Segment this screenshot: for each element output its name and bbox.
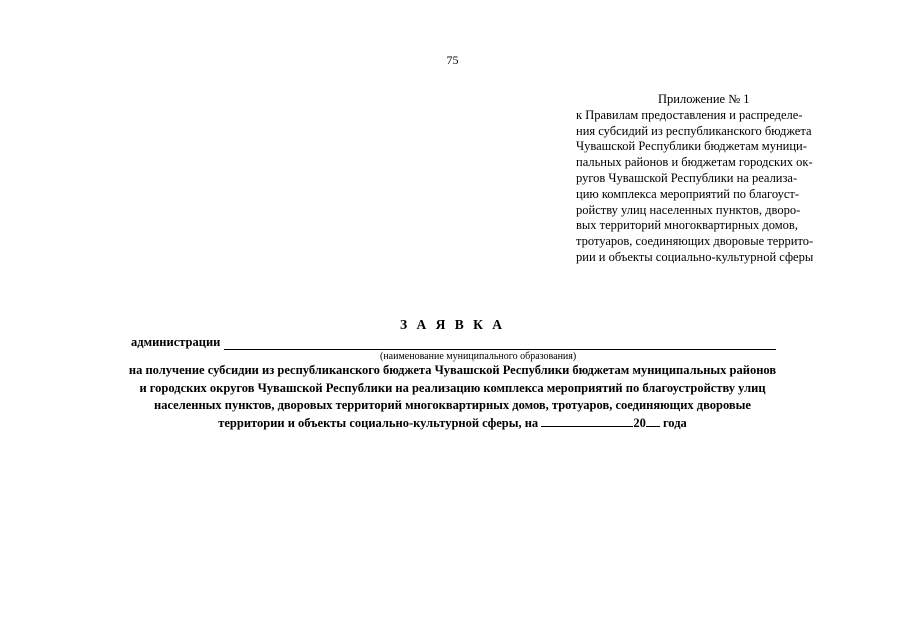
request-line-last [60,415,845,433]
appendix-line: Чувашской Республики бюджетам муници- [576,139,807,154]
admin-name-blank [224,337,776,350]
page-number: 75 [446,53,459,67]
appendix-line: тротуаров, соединяющих дворовые террито- [576,234,814,249]
appendix-line: ния субсидий из республиканского бюджета [576,123,812,138]
year-blank [646,415,660,427]
request-line: населенных пунктов, дворовых территорий многоквартирных домов, тротуаров, соединяющих дворовые [154,398,751,413]
year-prefix: 20 [633,415,646,430]
form-title: З А Я В К А [399,317,506,332]
appendix-line: цию комплекса мероприятий по благоуст- [576,186,800,201]
appendix-body [576,108,844,266]
appendix-title: Приложение № 1 [658,92,750,106]
admin-row [131,335,776,350]
admin-caption: (наименование муниципального образования) [380,351,577,362]
last-line-prefix: территории и объекты социально-культурной сферы, на [218,415,539,430]
year-suffix: года [662,415,687,430]
appendix-line: вых территорий многоквартирных домов, [576,218,798,233]
appendix-line: к Правилам предоставления и распределе- [576,107,803,122]
appendix-line: пальных районов и бюджетам городских ок- [576,155,813,170]
date-blank [541,415,633,427]
appendix-block [576,92,844,266]
appendix-line: рии и объекты социально-культурной сферы [576,249,814,264]
appendix-line: ройству улиц населенных пунктов, дворо- [576,202,801,217]
request-line: и городских округов Чувашской Республики на реализацию комплекса мероприятий по благоустройству улиц [139,380,766,395]
admin-label: администрации [131,335,221,349]
request-text [60,362,845,432]
request-line: на получение субсидии из республиканского бюджета Чувашской Республики бюджетам муниципальных районов [128,363,777,377]
appendix-line: ругов Чувашской Республики на реализа- [576,170,798,185]
